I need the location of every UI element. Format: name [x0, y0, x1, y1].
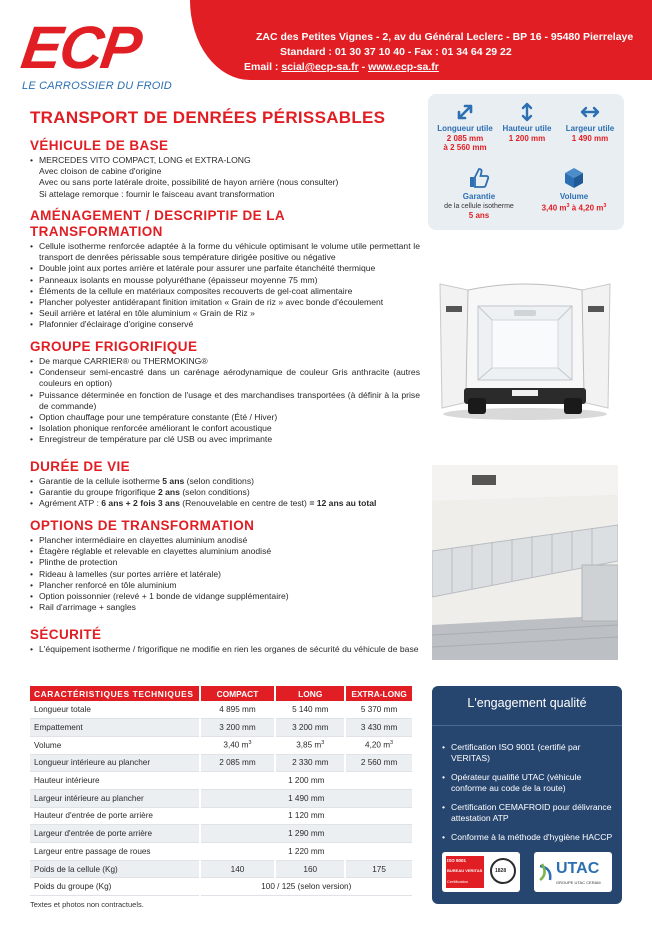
table-row: Volume 3,40 $m^3$ 3,85 $m^3$ 4,20 $m^3$ [30, 736, 413, 754]
quality-item: • Conforme à la méthode d'hygiène HACCP [442, 832, 616, 843]
table-row: Largeur intérieure au plancher 1 490 mm [30, 789, 413, 807]
section-heading: VÉHICULE DE BASE [30, 138, 169, 153]
dim-longueur: Longueur utile 2 085 mm à 2 560 mm [432, 102, 498, 153]
sub-item: Avec ou sans porte latérale droite, possibilité de hayon arrière (nous consulter) [39, 177, 339, 188]
section-options [30, 518, 420, 613]
interior-photo [432, 465, 618, 660]
email-link[interactable]: scial@ecp-sa.fr [281, 61, 359, 73]
company-contact [244, 60, 439, 74]
company-phones: Standard : 01 30 37 10 40 - Fax : 01 34 64 29 22 [280, 46, 512, 58]
section-heading: SÉCURITÉ [30, 627, 102, 642]
section-vehicule [30, 138, 420, 200]
table-row: Largeur entre passage de roues 1 220 mm [30, 843, 413, 861]
list-item: • Garantie de la cellule isotherme 5 ans (selon conditions) [30, 476, 420, 487]
email-label: Email : [244, 61, 282, 73]
logo-tagline: LE CARROSSIER DU FROID [22, 80, 172, 92]
section-groupe [30, 339, 420, 446]
horizontal-arrow-icon [580, 102, 600, 122]
section-securite [30, 627, 420, 655]
cube-icon [562, 166, 586, 190]
dim-volume: Volume 3,40 $m^3$ à 4,20 $m^3$ [526, 166, 622, 213]
table-row: Longueur totale 4 895 mm 5 140 mm 5 370 mm [30, 701, 413, 719]
header-cell: COMPACT [200, 686, 276, 701]
van-rear-photo [432, 276, 618, 422]
certification-badges [442, 852, 612, 896]
section-heading: OPTIONS DE TRANSFORMATION [30, 518, 255, 533]
header-cell: LONG [275, 686, 345, 701]
list-item: • Condenseur semi-encastré dans un carénage aérodynamique de couleur Gris anthracite (autres couleurs en option) [30, 367, 420, 389]
specs-table [30, 686, 414, 896]
list-item: • Rail d'arrimage + sangles [30, 602, 420, 613]
utac-logo-icon [538, 862, 554, 882]
list-item: • Éléments de la cellule en matériaux composites recouverts de gel-coat alimentaire [30, 286, 420, 297]
list-item: • Double joint aux portes arrière et latérale pour assurer une parfaite étanchéité thermique [30, 263, 420, 274]
table-row: Empattement 3 200 mm 3 200 mm 3 430 mm [30, 719, 413, 737]
table-row: Largeur d'entrée de porte arrière 1 290 mm [30, 825, 413, 843]
list-item: • L'équipement isotherme / frigorifique ne modifie en rien les organes de sécurité du véhicule de base [30, 644, 420, 655]
quality-title: L'engagement qualité [432, 686, 622, 726]
quality-item: • Certification ISO 9001 (certifié par VERITAS) [442, 742, 616, 764]
quality-item: • Certification CEMAFROID pour délivrance attestation ATP [442, 802, 616, 824]
header-cell: CARACTÉRISTIQUES TECHNIQUES [30, 686, 200, 701]
diagonal-arrow-icon [455, 102, 475, 122]
utac-badge: UTAC GROUPE UTAC CERAM [534, 852, 612, 892]
section-heading: DURÉE DE VIE [30, 459, 131, 474]
thumbs-up-icon [467, 166, 491, 190]
website-link[interactable]: www.ecp-sa.fr [368, 61, 439, 73]
list-item: • MERCEDES VITO COMPACT, LONG et EXTRA-LONG [30, 155, 420, 166]
section-amenagement [30, 208, 420, 331]
disclaimer-note: Textes et photos non contractuels. [30, 900, 144, 909]
dim-garantie: Garantie de la cellule isotherme 5 ans [436, 166, 522, 221]
vertical-arrow-icon [517, 102, 537, 122]
list-item: • Étagère réglable et relevable en clayettes aluminium anodisé [30, 546, 420, 557]
dimensions-panel [428, 94, 624, 230]
list-item: • Puissance déterminée en fonction de l'usage et des marchandises transportées (à définir à la prise de commande) [30, 390, 420, 412]
table-row: Poids de la cellule (Kg) 140 160 175 [30, 860, 413, 878]
page-header [0, 0, 652, 96]
list-item: • Plancher intermédiaire en clayettes aluminium anodisé [30, 535, 420, 546]
company-logo [17, 14, 172, 92]
page-title: TRANSPORT DE DENRÉES PÉRISSABLES [30, 108, 386, 127]
header-cell: EXTRA-LONG [345, 686, 413, 701]
quality-item: • Opérateur qualifié UTAC (véhicule conforme au code de la route) [442, 772, 616, 794]
list-item: • Plinthe de protection [30, 557, 420, 568]
list-item: • Plancher polyester antidérapant finition imitation « Grain de riz » avec bonde d'écoulement [30, 297, 420, 308]
list-item: • Rideau à lamelles (sur portes arrière et latérale) [30, 569, 420, 580]
list-item: • Plancher renforcé en tôle aluminium [30, 580, 420, 591]
section-heading: GROUPE FRIGORIFIQUE [30, 339, 198, 354]
list-item: • Option poissonnier (relevé + 1 bonde de vidange supplémentaire) [30, 591, 420, 602]
table-row: Poids du groupe (Kg) 100 / 125 (selon version) [30, 878, 413, 896]
sub-item: Avec cloison de cabine d'origine [39, 166, 162, 177]
list-item: • Isolation phonique renforcée améliorant le confort acoustique [30, 423, 420, 434]
quality-panel [432, 686, 622, 904]
table-row: Hauteur intérieure 1 200 mm [30, 772, 413, 790]
logo-text: ECP [17, 14, 145, 81]
section-heading: AMÉNAGEMENT / DESCRIPTIF DE LA TRANSFORMATION [30, 208, 285, 239]
dim-largeur: Largeur utile 1 490 mm [558, 102, 622, 143]
bureau-veritas-badge: ISO 9001 BUREAU VERITAS Certification 1828 [442, 852, 520, 892]
table-header-row [30, 686, 413, 701]
list-item: • Cellule isotherme renforcée adaptée à la forme du véhicule optimisant le volume utile permettant le transport de denrées périssable sous température dirigée positive ou négative [30, 241, 420, 263]
list-item: • Garantie du groupe frigorifique 2 ans (selon conditions) [30, 487, 420, 498]
list-item: • Option chauffage pour une température constante (Été / Hiver) [30, 412, 420, 423]
contact-separator: - [358, 61, 369, 73]
table-row: Longueur intérieure au plancher 2 085 mm 2 330 mm 2 560 mm [30, 754, 413, 772]
list-item: • Seuil arrière et latéral en tôle aluminium « Grain de Riz » [30, 308, 420, 319]
company-address: ZAC des Petites Vignes - 2, av du Général Leclerc - BP 16 - 95480 Pierrelaye [256, 31, 634, 43]
dim-hauteur: Hauteur utile 1 200 mm [496, 102, 558, 143]
list-item: • Enregistreur de température par clé USB ou avec imprimante [30, 434, 420, 445]
list-item: • De marque CARRIER® ou THERMOKING® [30, 356, 420, 367]
list-item: • Plafonnier d'éclairage d'origine conservé [30, 319, 420, 330]
table-row: Hauteur d'entrée de porte arrière 1 120 mm [30, 807, 413, 825]
list-item: • Agrément ATP : 6 ans + 2 fois 3 ans (Renouvelable en centre de test) = 12 ans au total [30, 498, 420, 509]
list-item: • Panneaux isolants en mousse polyuréthane (épaisseur moyenne 75 mm) [30, 275, 420, 286]
sub-item: Si attelage remorque : fournir le faisceau avant transformation [39, 188, 275, 199]
section-duree [30, 459, 420, 510]
